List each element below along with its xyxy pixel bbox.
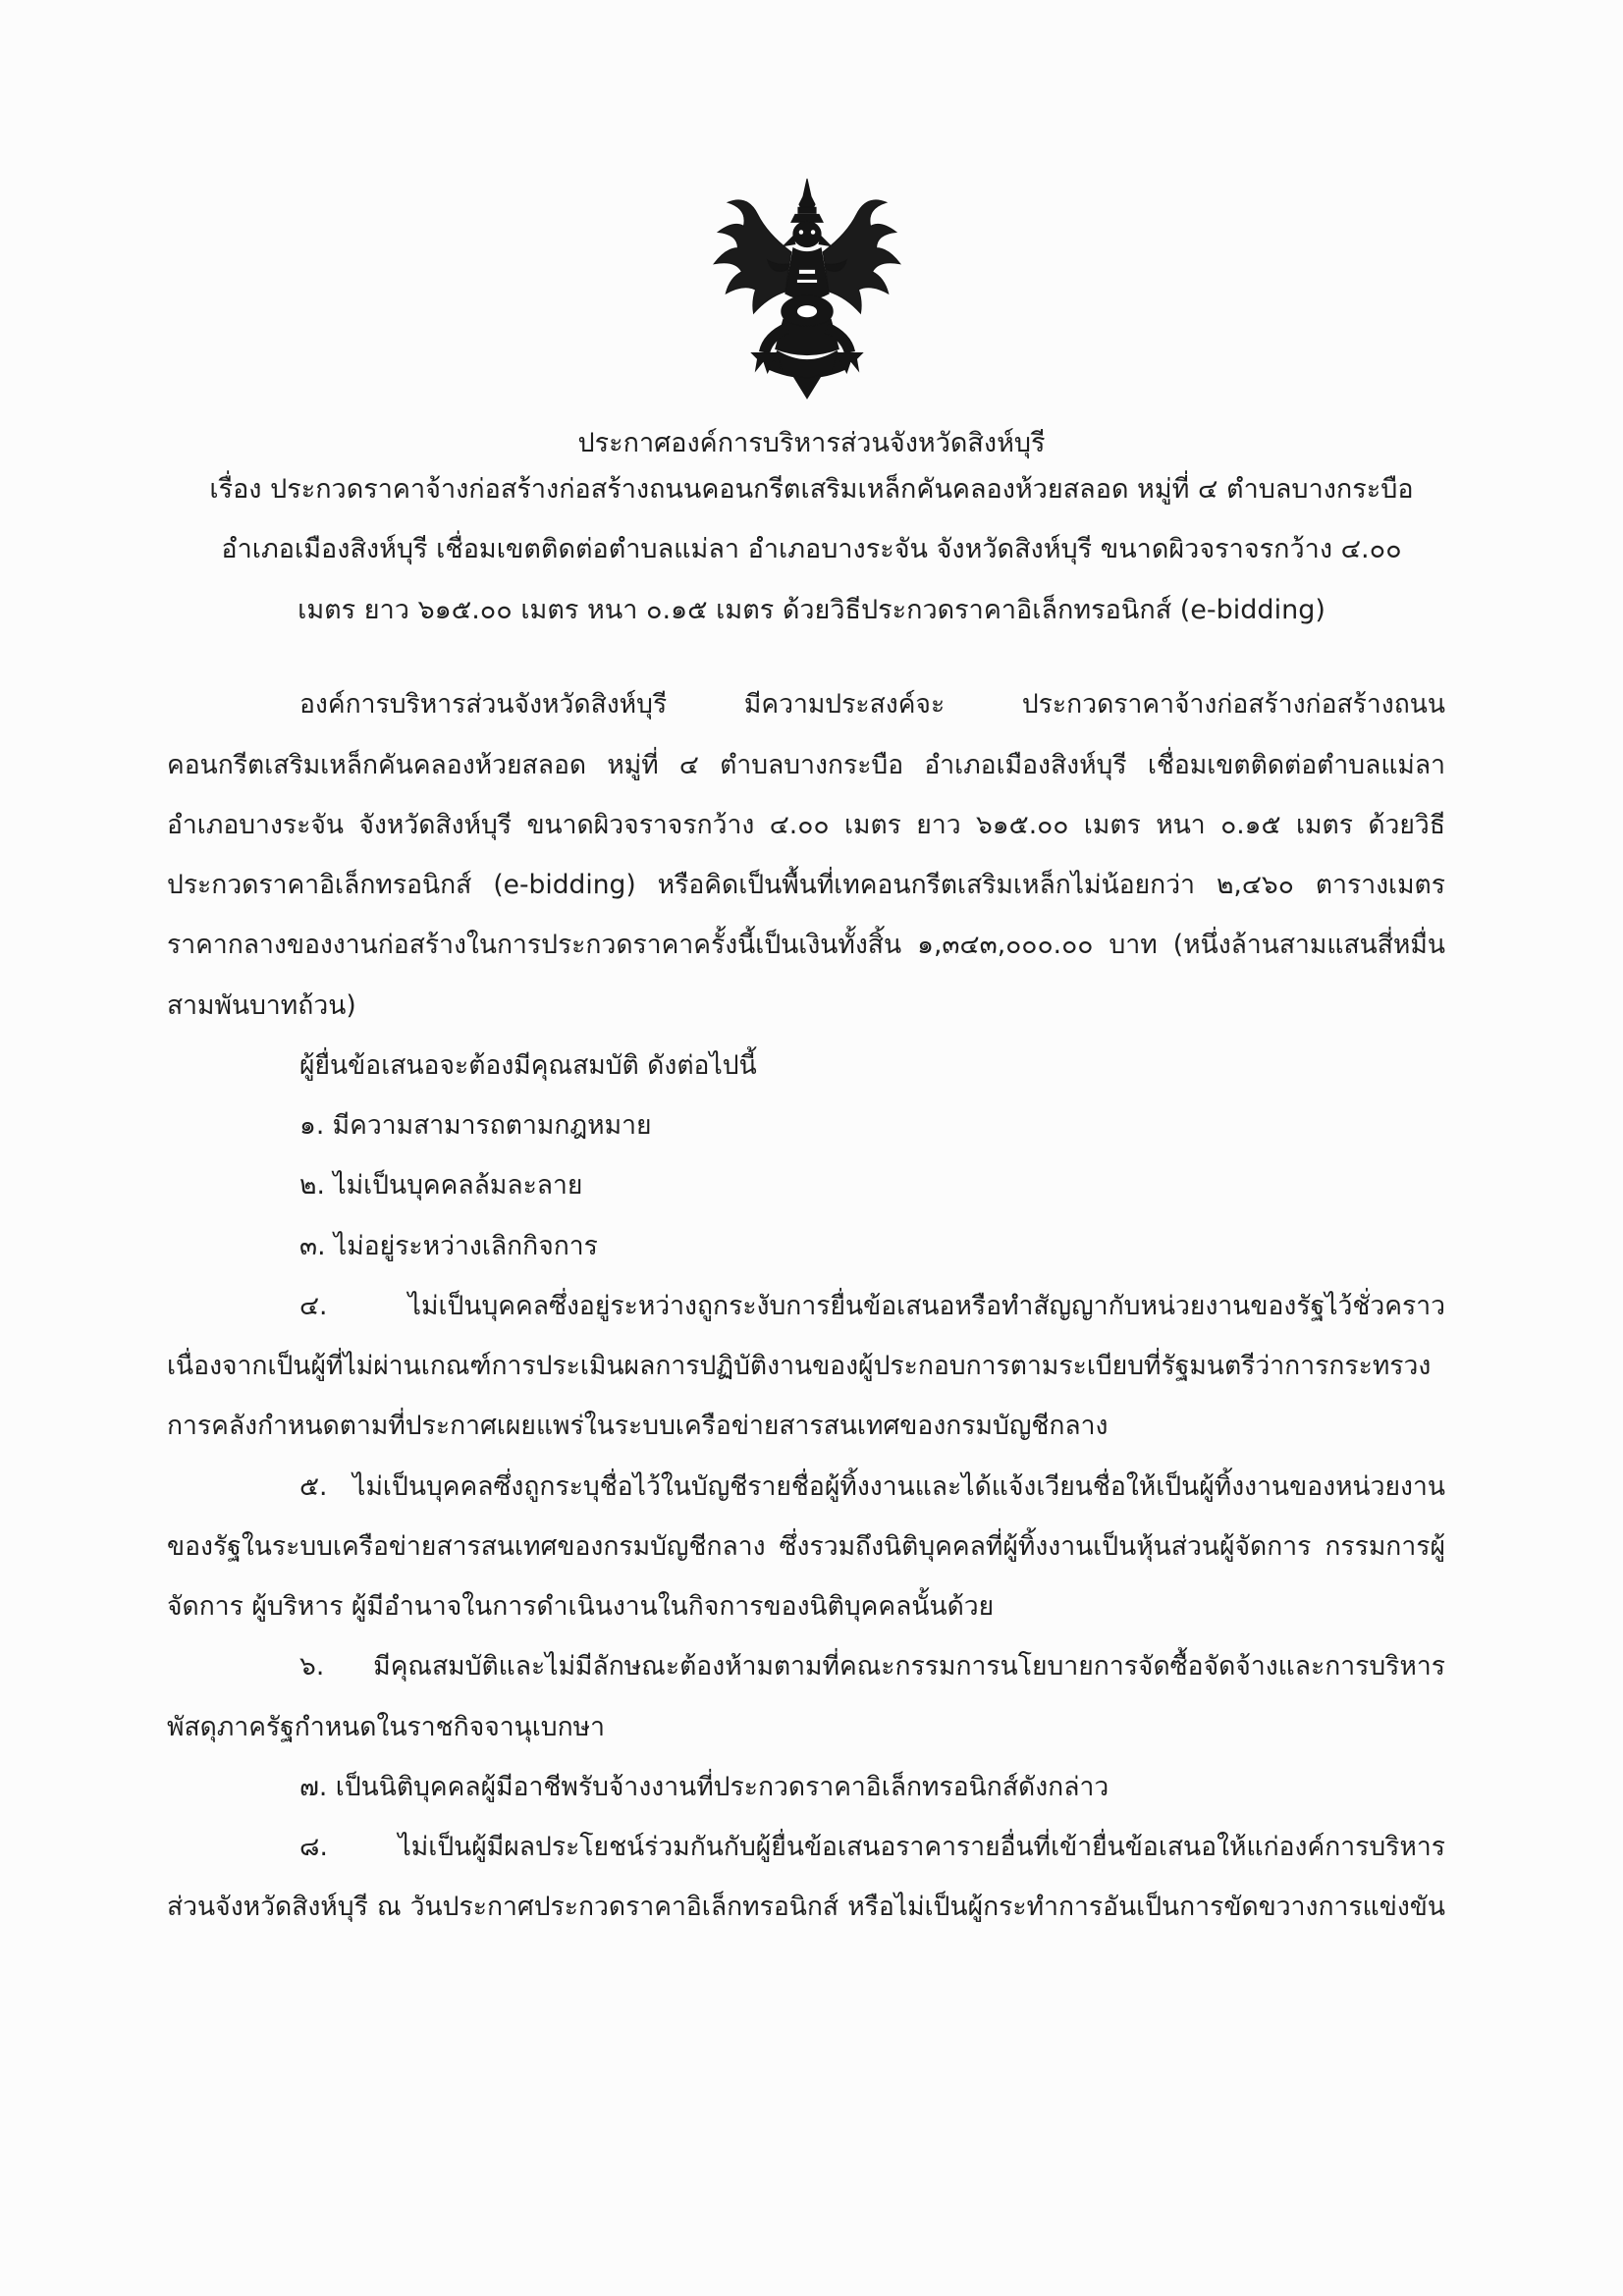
document-title: ประกาศองค์การบริหารส่วนจังหวัดสิงห์บุรี bbox=[577, 428, 1046, 458]
qualification-item-3: ๓. ไม่อยู่ระหว่างเลิกกิจการ bbox=[299, 1231, 598, 1261]
qualification-item-6-continued: พัสดุภาครัฐกำหนดในราชกิจจานุเบกษา bbox=[167, 1712, 606, 1742]
qualification-item-5-continued: จัดการ ผู้บริหาร ผู้มีอำนาจในการดำเนินงานในกิจการของนิติบุคคลนั้นด้วย bbox=[167, 1591, 995, 1622]
qualification-item-8-continued: ส่วนจังหวัดสิงห์บุรี ณ วันประกาศประกวดราคาอิเล็กทรอนิกส์ หรือไม่เป็นผู้กระทำการอันเป็นการขัดขวางการแข่งขัน bbox=[167, 1892, 1445, 1922]
intro-line: อำเภอบางระจัน จังหวัดสิงห์บุรี ขนาดผิวจราจรกว้าง ๔.๐๐ เมตร ยาว ๖๑๕.๐๐ เมตร หนา ๐.๑๕ เมตร ด้วยวิธี bbox=[167, 810, 1445, 840]
qualification-item-4-continued: การคลังกำหนดตามที่ประกาศเผยแพร่ในระบบเครือข่ายสารสนเทศของกรมบัญชีกลาง bbox=[167, 1411, 1109, 1441]
qualification-item-2: ๒. ไม่เป็นบุคคลล้มละลาย bbox=[299, 1170, 583, 1201]
qualification-item-5-continued: ของรัฐในระบบเครือข่ายสารสนเทศของกรมบัญชีกลาง ซึ่งรวมถึงนิติบุคคลที่ผู้ทิ้งงานเป็นหุ้นส่วนผู้จัดการ กรรมการผู้ bbox=[167, 1531, 1445, 1562]
qualification-item-8: ๘. ไม่เป็นผู้มีผลประโยชน์ร่วมกันกับผู้ยื่นข้อเสนอราคารายอื่นที่เข้ายื่นข้อเสนอให้แก่องค์การบริหาร bbox=[299, 1832, 1445, 1862]
garuda-emblem bbox=[705, 175, 909, 402]
intro-line: ประกวดราคาอิเล็กทรอนิกส์ (e-bidding) หรือคิดเป็นพื้นที่เทคอนกรีตเสริมเหล็กไม่น้อยกว่า ๒,๔๖๐ ตารางเมตร bbox=[167, 870, 1445, 900]
qualification-item-1: ๑. มีความสามารถตามกฎหมาย bbox=[299, 1110, 652, 1141]
qualification-item-7: ๗. เป็นนิติบุคคลผู้มีอาชีพรับจ้างงานที่ประกวดราคาอิเล็กทรอนิกส์ดังกล่าว bbox=[299, 1772, 1109, 1802]
subject-line-2: อำเภอเมืองสิงห์บุรี เชื่อมเขตติดต่อตำบลแม่ลา อำเภอบางระจัน จังหวัดสิงห์บุรี ขนาดผิวจราจรกว้าง ๔.๐๐ bbox=[221, 534, 1402, 564]
intro-line: คอนกรีตเสริมเหล็กคันคลองห้วยสลอด หมู่ที่ ๔ ตำบลบางกระบือ อำเภอเมืองสิงห์บุรี เชื่อมเขตติดต่อตำบลแม่ลา bbox=[167, 750, 1445, 780]
subject-line-1: เรื่อง ประกวดราคาจ้างก่อสร้างก่อสร้างถนนคอนกรีตเสริมเหล็กคันคลองห้วยสลอด หมู่ที่ ๔ ตำบลบางกระบือ bbox=[209, 474, 1414, 505]
qualification-item-6: ๖. มีคุณสมบัติและไม่มีลักษณะต้องห้ามตามที่คณะกรรมการนโยบายการจัดซื้อจัดจ้างและการบริหาร bbox=[299, 1651, 1445, 1682]
qualification-item-4: ๔. ไม่เป็นบุคคลซึ่งอยู่ระหว่างถูกระงับการยื่นข้อเสนอหรือทำสัญญากับหน่วยงานของรัฐไว้ชั่วคราว bbox=[299, 1291, 1445, 1321]
qualification-item-5: ๕. ไม่เป็นบุคคลซึ่งถูกระบุชื่อไว้ในบัญชีรายชื่อผู้ทิ้งงานและได้แจ้งเวียนชื่อให้เป็นผู้ทิ้งงานของหน่วยงาน bbox=[299, 1471, 1445, 1502]
qualification-intro: ผู้ยื่นข้อเสนอจะต้องมีคุณสมบัติ ดังต่อไปนี้ bbox=[299, 1050, 757, 1081]
intro-line: องค์การบริหารส่วนจังหวัดสิงห์บุรี มีความประสงค์จะ ประกวดราคาจ้างก่อสร้างก่อสร้างถนน bbox=[299, 689, 1445, 720]
subject-line-3: เมตร ยาว ๖๑๕.๐๐ เมตร หนา ๐.๑๕ เมตร ด้วยวิธีประกวดราคาอิเล็กทรอนิกส์ (e-bidding) bbox=[298, 595, 1325, 625]
intro-line: สามพันบาทถ้วน) bbox=[167, 990, 356, 1021]
intro-line: ราคากลางของงานก่อสร้างในการประกวดราคาครั้งนี้เป็นเงินทั้งสิ้น ๑,๓๔๓,๐๐๐.๐๐ บาท (หนึ่งล้านสามแสนสี่หมื่น bbox=[167, 930, 1445, 960]
qualification-item-4-continued: เนื่องจากเป็นผู้ที่ไม่ผ่านเกณฑ์การประเมินผลการปฏิบัติงานของผู้ประกอบการตามระเบียบที่รัฐมนตรีว่าการกระทรวง bbox=[167, 1351, 1432, 1381]
